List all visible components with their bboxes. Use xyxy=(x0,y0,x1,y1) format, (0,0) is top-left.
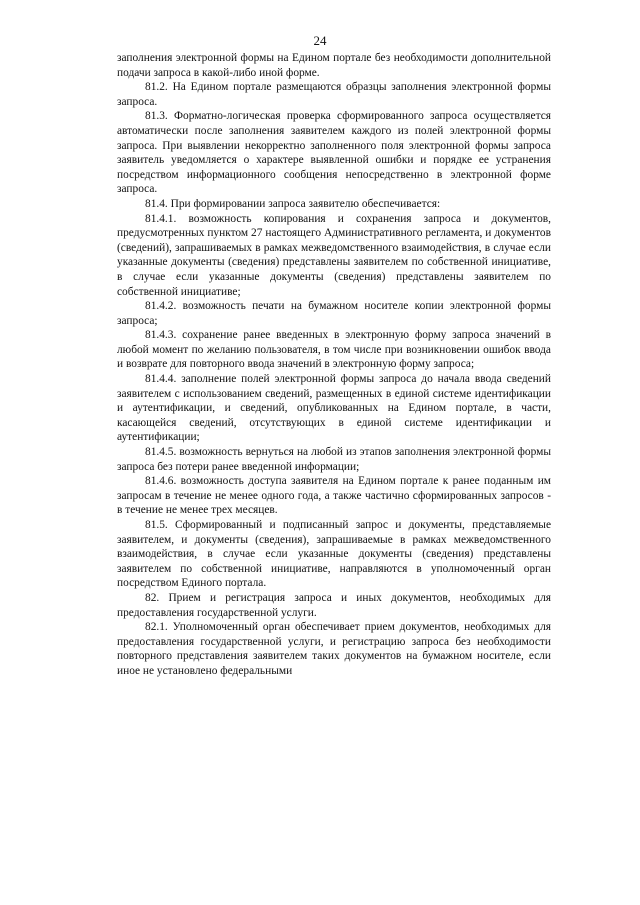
page-number: 24 xyxy=(313,33,327,48)
paragraph: 81.4.4. заполнение полей электронной формы запроса до начала ввода сведений заявителем с использованием сведений, размещенных в единой системе идентификации и аутентификации, и сведений, опубликованных на Едином портале, в части, касающейся сведений, отсутствующих в единой системе идентификации и аутентификации; xyxy=(117,373,551,444)
paragraph: заполнения электронной формы на Едином портале без необходимости дополнительной подачи запроса в какой-либо иной форме. xyxy=(117,52,551,79)
document-body xyxy=(117,51,551,679)
paragraph: 81.2. На Едином портале размещаются образцы заполнения электронной формы запроса. xyxy=(117,81,551,108)
paragraph: 81.3. Форматно-логическая проверка сформированного запроса осуществляется автоматически после заполнения заявителем каждого из полей электронной формы запроса. При выявлении некорректно заполненного поля электронной формы запроса заявитель уведомляется о характере выявленной ошибки и порядке ее устранения посредством информационного сообщения непосредственно в электронной форме запроса. xyxy=(117,110,551,196)
paragraph: 81.4.1. возможность копирования и сохранения запроса и документов, предусмотренных пунктом 27 настоящего Административного регламента, и документов (сведений), запрашиваемых в рамках межведомственного взаимодействия, в случае если указанные документы (сведения) представлены заявителем по собственной инициативе, в случае если указанные документы (сведения) представлены заявителем по собственной инициативе; xyxy=(117,212,551,298)
paragraph: 81.4.3. сохранение ранее введенных в электронную форму запроса значений в любой момент по желанию пользователя, в том числе при возникновении ошибок ввода и возврате для повторного ввода значений в электронную форму запроса; xyxy=(117,329,551,371)
paragraph: 81.4. При формировании запроса заявителю обеспечивается: xyxy=(145,197,441,210)
paragraph: 81.5. Сформированный и подписанный запрос и документы, представляемые заявителем, и документы (сведения), запрашиваемые в рамках межведомственного взаимодействия, в случае если указанные документы (сведения) представлены заявителем по собственной инициативе, направляются в уполномоченный орган посредством Единого портала. xyxy=(117,519,551,590)
paragraph: 81.4.6. возможность доступа заявителя на Едином портале к ранее поданным им запросам в течение не менее одного года, а также частично сформированных запросов - в течение не менее трех месяцев. xyxy=(117,475,551,517)
paragraph: 81.4.5. возможность вернуться на любой из этапов заполнения электронной формы запроса без потери ранее введенной информации; xyxy=(117,446,551,473)
paragraph: 81.4.2. возможность печати на бумажном носителе копии электронной формы запроса; xyxy=(117,300,551,327)
paragraph: 82.1. Уполномоченный орган обеспечивает прием документов, необходимых для предоставления государственной услуги, и регистрацию запроса без необходимости повторного представления заявителем таких документов на бумажном носителе, если иное не установлено федеральными xyxy=(117,621,551,677)
paragraph: 82. Прием и регистрация запроса и иных документов, необходимых для предоставления государственной услуги. xyxy=(117,591,551,619)
